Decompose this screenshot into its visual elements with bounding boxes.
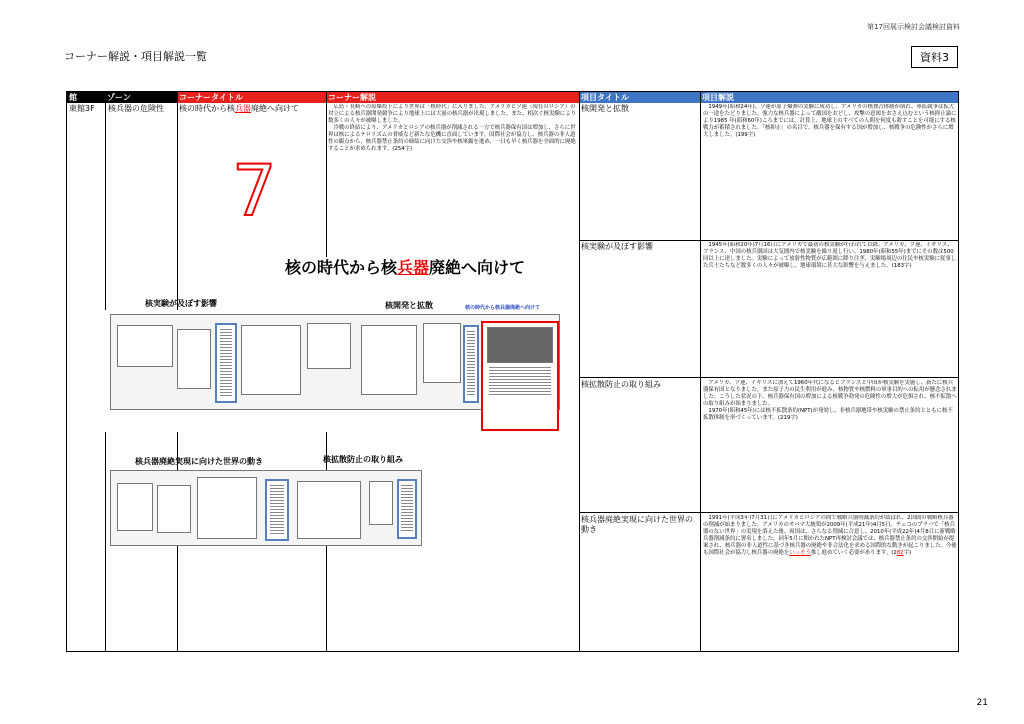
page-title: コーナー解説・項目解説一覧: [64, 50, 207, 63]
text-lines: [220, 329, 232, 397]
exhibit-panel: [423, 323, 461, 383]
divider: [579, 92, 580, 651]
plan-big-title-a: 核の時代から核: [285, 258, 398, 277]
text-lines: [270, 485, 284, 535]
item-desc-1: 1949年(昭和24年)、ソ連が原子爆弾の実験に成功し、アメリカの核独占体制が崩れ、軍拡競争は拡大の一途をたどりました。強力な核兵器によって敵国をおどし、攻撃の意図をおさえ込むという核抑止論により1985 年(昭和60年)ころまでには、計算上、地球上のすべての人間を何度も殺すことを可能にする核戦力が蓄積されました。「核抑止」の名目で、核兵器を保有する国が増加し、核戦争の危険性がさらに増大しました。(199字): [703, 104, 957, 138]
exhibit-panel: [157, 485, 191, 533]
corner-title-b: 兵器: [235, 104, 251, 113]
item-desc-4-n: 82: [896, 550, 904, 556]
row-divider: [579, 377, 959, 378]
blue-highlight-panel: [463, 325, 479, 403]
exhibit-panel: [297, 481, 361, 539]
exhibit-panel: [369, 481, 393, 525]
col-zone: ゾーン: [105, 92, 177, 103]
zone-cell: 核兵器の危険性: [108, 104, 164, 113]
screen-image: [487, 327, 553, 363]
red-highlight-panel: [481, 321, 559, 431]
item-desc-3-p2: 1970年(昭和45年)には核不拡散条約(NPT)が発効し、非核兵器地帯や核実験の禁止条約とともに核不拡散体制を形づくっています。(219字): [703, 408, 953, 421]
plan-label-small: 核の時代から核兵器廃絶へ向けて: [465, 305, 541, 311]
divider: [326, 92, 327, 257]
divider: [105, 92, 106, 310]
kan-cell: 東館3F: [69, 104, 95, 113]
col-item-title: 項目タイトル: [579, 92, 700, 103]
plan-big-title-c: 廃絶へ向けて: [429, 258, 526, 277]
corner-number: 7: [232, 150, 277, 232]
exhibit-panel: [177, 329, 211, 389]
exhibit-panel: [307, 323, 351, 369]
corner-title-c: 廃絶へ向けて: [251, 104, 299, 113]
item-title-2: 核実験が及ぼす影響: [581, 242, 653, 251]
row-divider: [579, 512, 959, 513]
corner-title-cell: [179, 104, 327, 114]
item-title-3: 核拡散防止の取り組み: [581, 380, 661, 389]
blue-highlight-panel: [215, 323, 237, 403]
col-item-desc: 項目解説: [700, 92, 958, 103]
blue-highlight-panel: [265, 479, 289, 541]
item-desc-2: 1945年(昭和20年)7月16日にアメリカで最初の核実験が行われて以降、アメリカ、ソ連、イギリス、フランス、中国の核兵器国は大気圏内で核実験を繰り返し行い、1980年(昭和55年)までにその数は500回以上に達しました。実験によって放射性物質が広範囲に降り注ぎ、実験場周辺の住民や核実験に従事した兵士たちなど数多くの人々が被曝し、地球環境に甚大な影響を与えました。(183字): [703, 242, 957, 269]
plan-big-title-b: 兵器: [397, 258, 430, 277]
divider: [105, 432, 106, 651]
meeting-label: 第17回展示検討会議検討資料: [867, 23, 960, 31]
corner-desc-p1: 広島・長崎への原爆投下により世界は「核時代」に入りました。アメリカとソ連（現在のロシア）の対立による核兵器開発競争により地球上には大量の核兵器が出現しました。また、相次ぐ核実験により数多くの人々が被曝しました。: [328, 104, 576, 124]
plan-label-test: 核実験が及ぼす影響: [145, 299, 217, 308]
text-lines: [467, 331, 475, 397]
item-desc-4-b: 推し進めていく必要があります。(2: [810, 550, 897, 556]
plan-label-world: 核兵器廃絶実現に向けた世界の動き: [135, 457, 263, 466]
exhibit-panel: [241, 325, 301, 395]
item-desc-4-a: 1991年(平成3年)7月31日にアメリカとロシアの間で戦略兵器削減条約が結ばれ、2国間の戦略核兵器の削減が始まりました。アメリカのオバマ大統領が2009年(平成21年)4月5日、チェコのプラハで「核兵器のない世界」の実現を訴えた後、両国は、さらなる削減に合意し、2010年(平成22年)4月8日に新戦略兵器削減条約に署名しました。同年5月に開かれたNPT再検討会議では、核兵器禁止条約の交渉開始が提案され、核兵器の非人道性に基づき核兵器の廃絶や非合法化を求める国際的な動きが起こりました。今後も国際社会が協力し核兵器の廃絶を: [703, 515, 957, 556]
page-number: 21: [976, 698, 988, 708]
plan-big-title: [285, 255, 525, 278]
divider: [700, 92, 701, 651]
item-title-1: 核開発と拡散: [581, 104, 629, 113]
item-title-4: 核兵器廃絶実現に向けた世界の動き: [581, 515, 693, 534]
col-kan: 館: [67, 92, 105, 103]
divider: [177, 92, 178, 310]
text-lines: [489, 367, 551, 397]
document-badge: 資料3: [911, 46, 958, 68]
item-desc-4-u: いっそう: [789, 550, 811, 556]
col-corner-desc: コーナー解説: [326, 92, 579, 103]
corner-title-a: 核の時代から核: [179, 104, 235, 113]
plan-label-npt: 核拡散防止の取り組み: [323, 455, 403, 464]
upper-elevation: [110, 314, 560, 410]
corner-desc-p2: 冷戦の終結により、アメリカとロシアの核兵器が削減される一方で核兵器保有国は増加し、さらに世界は核によるテロリズムの脅威など新たな危機に直面しています。国際社会が協力し、核兵器の非人道性の観点から、核兵器禁止条約の締結に向けた交渉や核軍縮を進め、一日も早く核兵器を全面的に廃絶することが求められます。(254字): [328, 125, 576, 152]
item-desc-3-p1: アメリカ、ソ連、イギリスに加えて1960年代になるとフランスと中国が核実験を実施し、新たに核兵器保有国となりました。また原子力の民生利用が進み、核物質や核燃料の軍事目的への転用が懸念されました。こうした状況の下、核兵器保有国の増加による核戦争勃発の危険性の増大が危惧され、核不拡散への取り組みが始まりました。: [703, 380, 957, 407]
blue-highlight-panel: [397, 479, 417, 539]
lower-elevation: [110, 470, 422, 546]
item-desc-3: [703, 380, 957, 422]
exhibit-panel: [197, 477, 257, 539]
item-desc-4-c: 字): [903, 550, 912, 556]
corner-desc-cell: [328, 104, 578, 153]
item-desc-4: [703, 515, 957, 557]
exhibit-panel: [361, 325, 417, 395]
text-lines: [401, 485, 413, 533]
row-divider: [579, 240, 959, 241]
exhibit-panel: [117, 483, 153, 531]
exhibit-panel: [117, 325, 173, 367]
plan-label-dev: 核開発と拡散: [385, 301, 433, 310]
col-corner-title: コーナータイトル: [177, 92, 326, 103]
